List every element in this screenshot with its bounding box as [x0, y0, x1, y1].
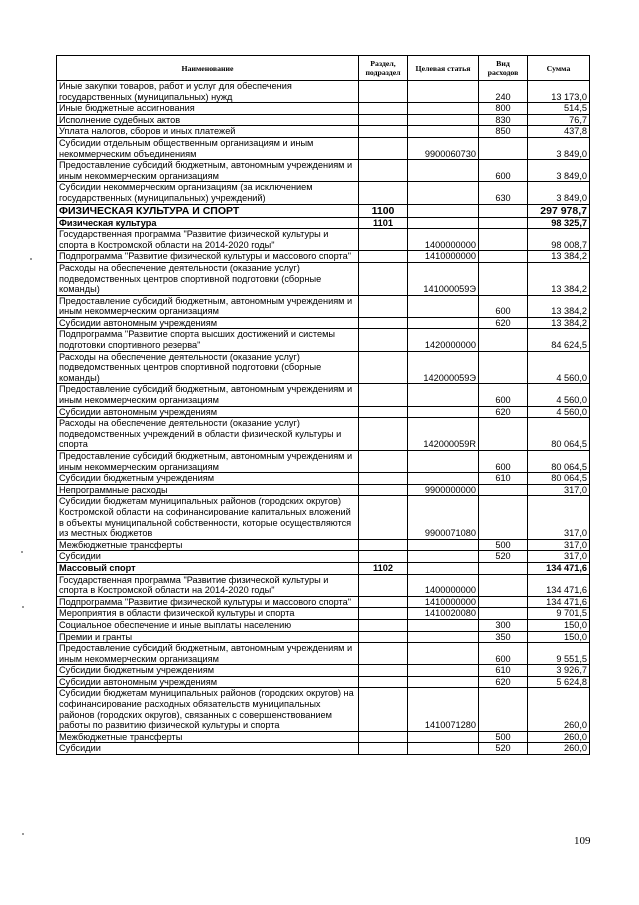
- table-row: [57, 731, 590, 743]
- page-number: 109: [574, 835, 591, 847]
- cell-amount: 150,0: [528, 631, 590, 643]
- cell-target: 1420000000: [408, 329, 479, 351]
- cell-section: [359, 619, 408, 631]
- table-row: [57, 406, 590, 418]
- cell-target: 1410000000: [408, 596, 479, 608]
- table-row: [57, 251, 590, 263]
- cell-target: [408, 160, 479, 182]
- cell-target: [408, 384, 479, 406]
- cell-target: [408, 562, 479, 574]
- cell-expense-type: [479, 608, 528, 620]
- scan-speck: [30, 258, 32, 260]
- cell-section: [359, 137, 408, 159]
- cell-section: [359, 574, 408, 596]
- table-row: [57, 262, 590, 295]
- cell-target: 1400000000: [408, 229, 479, 251]
- cell-expense-type: [479, 418, 528, 451]
- table-row: [57, 351, 590, 384]
- cell-section: [359, 596, 408, 608]
- cell-name: Субсидии бюджетным учреждениям: [57, 473, 359, 485]
- cell-amount: 4 560,0: [528, 406, 590, 418]
- cell-expense-type: [479, 688, 528, 731]
- cell-amount: 134 471,6: [528, 574, 590, 596]
- cell-section: [359, 643, 408, 665]
- cell-target: [408, 539, 479, 551]
- cell-target: [408, 81, 479, 103]
- cell-name: Мероприятия в области физической культуры и спорта: [57, 608, 359, 620]
- cell-expense-type: 630: [479, 182, 528, 204]
- cell-name: Субсидии автономным учреждениям: [57, 406, 359, 418]
- cell-section: [359, 114, 408, 126]
- table-row: [57, 295, 590, 317]
- cell-amount: 317,0: [528, 496, 590, 539]
- cell-section: [359, 81, 408, 103]
- cell-target: [408, 406, 479, 418]
- table-row: [57, 451, 590, 473]
- header-expense-type: Вид расходов: [479, 56, 528, 81]
- cell-section: [359, 126, 408, 138]
- table-row: [57, 114, 590, 126]
- cell-amount: 134 471,6: [528, 562, 590, 574]
- cell-target: [408, 182, 479, 204]
- cell-amount: 4 560,0: [528, 384, 590, 406]
- cell-name: Расходы на обеспечение деятельности (оказание услуг) подведомственных центров спортивной подготовки (сборные команды): [57, 262, 359, 295]
- cell-section: [359, 295, 408, 317]
- cell-expense-type: [479, 204, 528, 217]
- table-row: [57, 160, 590, 182]
- cell-amount: 260,0: [528, 688, 590, 731]
- cell-name: Предоставление субсидий бюджетным, автономным учреждениям и иным некоммерческим организациям: [57, 295, 359, 317]
- cell-name: Субсидии отдельным общественным организациям и иным некоммерческим объединениям: [57, 137, 359, 159]
- cell-target: 141000059Э: [408, 262, 479, 295]
- cell-section: [359, 688, 408, 731]
- cell-expense-type: 850: [479, 126, 528, 138]
- scan-speck: [22, 606, 24, 608]
- cell-name: Иные закупки товаров, работ и услуг для обеспечения государственных (муниципальных) нужд: [57, 81, 359, 103]
- cell-amount: 134 471,6: [528, 596, 590, 608]
- cell-amount: 260,0: [528, 743, 590, 755]
- cell-name: Непрограммные расходы: [57, 484, 359, 496]
- cell-expense-type: [479, 484, 528, 496]
- table-row: [57, 631, 590, 643]
- table-row: [57, 676, 590, 688]
- table-row: [57, 596, 590, 608]
- cell-amount: 3 849,0: [528, 160, 590, 182]
- cell-name: Субсидии автономным учреждениям: [57, 676, 359, 688]
- cell-target: [408, 217, 479, 229]
- cell-expense-type: [479, 574, 528, 596]
- cell-section: 1102: [359, 562, 408, 574]
- cell-name: Межбюджетные трансферты: [57, 731, 359, 743]
- cell-section: [359, 473, 408, 485]
- cell-section: [359, 329, 408, 351]
- cell-expense-type: 240: [479, 81, 528, 103]
- cell-name: Подпрограмма "Развитие физической культуры и массового спорта": [57, 596, 359, 608]
- table-row: [57, 229, 590, 251]
- cell-target: 142000059R: [408, 418, 479, 451]
- cell-amount: 13 384,2: [528, 251, 590, 263]
- table-row: [57, 743, 590, 755]
- cell-amount: 3 926,7: [528, 665, 590, 677]
- cell-name: Иные бюджетные ассигнования: [57, 103, 359, 115]
- cell-name: Субсидии бюджетам муниципальных районов (городских округов) на софинансирование расходных обязательств муниципальных районов (городских округов), связанных с совершенствованием работы по развитию физической культуры и спорта: [57, 688, 359, 731]
- table-row: [57, 217, 590, 229]
- header-amount: Сумма: [528, 56, 590, 81]
- cell-section: [359, 665, 408, 677]
- cell-expense-type: [479, 351, 528, 384]
- cell-target: 9900060730: [408, 137, 479, 159]
- cell-expense-type: 600: [479, 384, 528, 406]
- cell-expense-type: 610: [479, 665, 528, 677]
- cell-name: Премии и гранты: [57, 631, 359, 643]
- cell-amount: 13 173,0: [528, 81, 590, 103]
- table-row: [57, 317, 590, 329]
- cell-expense-type: 300: [479, 619, 528, 631]
- cell-name: Субсидии бюджетам муниципальных районов (городских округов) Костромской области на софинансирование капитальных вложений в объекты муниципальной собственности, которые осуществляются из местных бюджетов: [57, 496, 359, 539]
- cell-section: [359, 262, 408, 295]
- cell-section: [359, 676, 408, 688]
- cell-expense-type: 500: [479, 539, 528, 551]
- table-row: [57, 473, 590, 485]
- cell-target: [408, 743, 479, 755]
- cell-expense-type: 620: [479, 406, 528, 418]
- cell-amount: 260,0: [528, 731, 590, 743]
- cell-target: [408, 204, 479, 217]
- cell-name: Государственная программа "Развитие физической культуры и спорта в Костромской области на 2014-2020 годы": [57, 574, 359, 596]
- cell-expense-type: 600: [479, 643, 528, 665]
- cell-amount: 3 849,0: [528, 137, 590, 159]
- cell-name: Субсидии: [57, 743, 359, 755]
- cell-section: [359, 496, 408, 539]
- cell-target: [408, 631, 479, 643]
- cell-target: [408, 619, 479, 631]
- table-row: [57, 551, 590, 563]
- cell-section: [359, 229, 408, 251]
- cell-expense-type: [479, 562, 528, 574]
- cell-amount: 3 849,0: [528, 182, 590, 204]
- cell-name: Государственная программа "Развитие физической культуры и спорта в Костромской области на 2014-2020 годы": [57, 229, 359, 251]
- cell-name: Подпрограмма "Развитие спорта высших достижений и системы подготовки спортивного резерва": [57, 329, 359, 351]
- cell-target: [408, 551, 479, 563]
- cell-name: Межбюджетные трансферты: [57, 539, 359, 551]
- cell-amount: 98 325,7: [528, 217, 590, 229]
- cell-name: Исполнение судебных актов: [57, 114, 359, 126]
- table-row: [57, 643, 590, 665]
- cell-section: [359, 731, 408, 743]
- cell-section: [359, 608, 408, 620]
- cell-name: Предоставление субсидий бюджетным, автономным учреждениям и иным некоммерческим организациям: [57, 384, 359, 406]
- table-row: [57, 496, 590, 539]
- cell-expense-type: [479, 329, 528, 351]
- cell-name: Субсидии автономным учреждениям: [57, 317, 359, 329]
- scan-speck: [21, 551, 23, 553]
- header-target: Целевая статья: [408, 56, 479, 81]
- cell-amount: 4 560,0: [528, 351, 590, 384]
- table-row: [57, 137, 590, 159]
- cell-target: 1410020080: [408, 608, 479, 620]
- header-name: Наименование: [57, 56, 359, 81]
- cell-amount: 317,0: [528, 539, 590, 551]
- cell-target: 9900071080: [408, 496, 479, 539]
- cell-expense-type: [479, 496, 528, 539]
- cell-target: [408, 451, 479, 473]
- cell-target: 1400000000: [408, 574, 479, 596]
- table-row: [57, 329, 590, 351]
- cell-amount: 76,7: [528, 114, 590, 126]
- cell-expense-type: 600: [479, 451, 528, 473]
- table-row: [57, 574, 590, 596]
- cell-amount: 80 064,5: [528, 473, 590, 485]
- table-row: [57, 126, 590, 138]
- cell-target: [408, 295, 479, 317]
- cell-section: [359, 551, 408, 563]
- cell-section: [359, 451, 408, 473]
- table-row: [57, 81, 590, 103]
- cell-section: [359, 103, 408, 115]
- cell-section: [359, 539, 408, 551]
- cell-section: [359, 317, 408, 329]
- cell-section: [359, 384, 408, 406]
- cell-expense-type: [479, 251, 528, 263]
- cell-expense-type: 830: [479, 114, 528, 126]
- cell-amount: 514,5: [528, 103, 590, 115]
- cell-name: Уплата налогов, сборов и иных платежей: [57, 126, 359, 138]
- cell-name: Предоставление субсидий бюджетным, автономным учреждениям и иным некоммерческим организациям: [57, 451, 359, 473]
- table-row: [57, 418, 590, 451]
- cell-section: [359, 182, 408, 204]
- cell-section: [359, 251, 408, 263]
- cell-amount: 13 384,2: [528, 295, 590, 317]
- cell-amount: 80 064,5: [528, 418, 590, 451]
- cell-amount: 9 701,5: [528, 608, 590, 620]
- cell-expense-type: [479, 262, 528, 295]
- cell-section: [359, 484, 408, 496]
- cell-section: [359, 743, 408, 755]
- cell-target: [408, 731, 479, 743]
- table-row: [57, 562, 590, 574]
- cell-name: Предоставление субсидий бюджетным, автономным учреждениям и иным некоммерческим организациям: [57, 643, 359, 665]
- cell-name: Субсидии некоммерческим организациям (за исключением государственных (муниципальных) учреждений): [57, 182, 359, 204]
- cell-name: Социальное обеспечение и иные выплаты населению: [57, 619, 359, 631]
- cell-name: Расходы на обеспечение деятельности (оказание услуг) подведомственных центров спортивной подготовки (сборные команды): [57, 351, 359, 384]
- table-row: [57, 204, 590, 217]
- cell-expense-type: [479, 137, 528, 159]
- cell-amount: 297 978,7: [528, 204, 590, 217]
- table-row: [57, 539, 590, 551]
- cell-amount: 150,0: [528, 619, 590, 631]
- cell-target: 1410071280: [408, 688, 479, 731]
- cell-target: [408, 114, 479, 126]
- cell-name: ФИЗИЧЕСКАЯ КУЛЬТУРА И СПОРТ: [57, 204, 359, 217]
- cell-name: Подпрограмма "Развитие физической культуры и массового спорта": [57, 251, 359, 263]
- cell-expense-type: 610: [479, 473, 528, 485]
- cell-amount: 13 384,2: [528, 317, 590, 329]
- cell-target: 9900000000: [408, 484, 479, 496]
- cell-name: Предоставление субсидий бюджетным, автономным учреждениям и иным некоммерческим организациям: [57, 160, 359, 182]
- cell-expense-type: 350: [479, 631, 528, 643]
- cell-section: 1101: [359, 217, 408, 229]
- cell-expense-type: 600: [479, 295, 528, 317]
- table-row: [57, 103, 590, 115]
- cell-section: [359, 631, 408, 643]
- cell-expense-type: 620: [479, 676, 528, 688]
- cell-target: 1410000000: [408, 251, 479, 263]
- cell-section: [359, 418, 408, 451]
- cell-name: Расходы на обеспечение деятельности (оказание услуг) подведомственных учреждений в области физической культуры и спорта: [57, 418, 359, 451]
- cell-section: [359, 160, 408, 182]
- cell-name: Физическая культура: [57, 217, 359, 229]
- cell-expense-type: 620: [479, 317, 528, 329]
- cell-amount: 80 064,5: [528, 451, 590, 473]
- cell-target: [408, 643, 479, 665]
- cell-amount: 84 624,5: [528, 329, 590, 351]
- cell-expense-type: 520: [479, 743, 528, 755]
- table-header-row: [57, 56, 590, 81]
- cell-amount: 437,8: [528, 126, 590, 138]
- header-section: Раздел, подраздел: [359, 56, 408, 81]
- table-row: [57, 182, 590, 204]
- table-row: [57, 619, 590, 631]
- cell-amount: 317,0: [528, 551, 590, 563]
- cell-expense-type: [479, 596, 528, 608]
- budget-table: [56, 55, 590, 755]
- cell-amount: 9 551,5: [528, 643, 590, 665]
- cell-target: 142000059Э: [408, 351, 479, 384]
- cell-section: [359, 351, 408, 384]
- scan-speck: [22, 833, 24, 835]
- cell-section: [359, 406, 408, 418]
- cell-target: [408, 473, 479, 485]
- cell-expense-type: [479, 229, 528, 251]
- cell-amount: 13 384,2: [528, 262, 590, 295]
- cell-name: Массовый спорт: [57, 562, 359, 574]
- cell-target: [408, 317, 479, 329]
- cell-amount: 5 624,8: [528, 676, 590, 688]
- table-row: [57, 384, 590, 406]
- cell-expense-type: 500: [479, 731, 528, 743]
- cell-target: [408, 126, 479, 138]
- cell-amount: 317,0: [528, 484, 590, 496]
- table-row: [57, 688, 590, 731]
- cell-expense-type: [479, 217, 528, 229]
- cell-amount: 98 008,7: [528, 229, 590, 251]
- cell-name: Субсидии бюджетным учреждениям: [57, 665, 359, 677]
- cell-expense-type: 520: [479, 551, 528, 563]
- table-body: [57, 81, 590, 755]
- cell-target: [408, 665, 479, 677]
- table-row: [57, 665, 590, 677]
- table-row: [57, 484, 590, 496]
- cell-target: [408, 103, 479, 115]
- cell-name: Субсидии: [57, 551, 359, 563]
- table-row: [57, 608, 590, 620]
- cell-expense-type: 800: [479, 103, 528, 115]
- cell-section: 1100: [359, 204, 408, 217]
- cell-expense-type: 600: [479, 160, 528, 182]
- cell-target: [408, 676, 479, 688]
